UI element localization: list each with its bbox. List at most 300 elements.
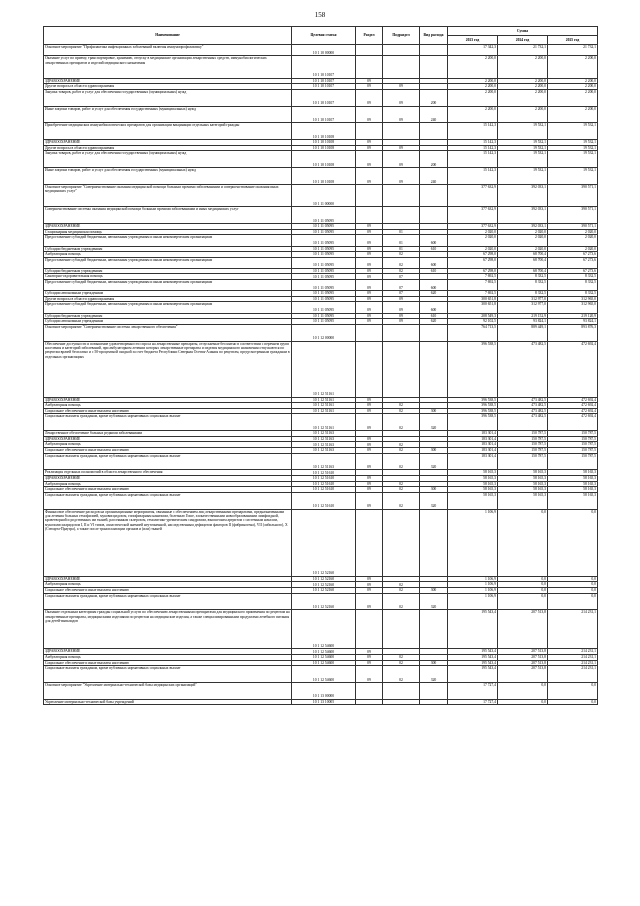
row-sum-2024: 207 513,8 <box>498 610 548 649</box>
row-expense-type <box>420 324 448 341</box>
row-section: 09 <box>356 257 383 268</box>
row-target-article: 10 1 10 10108 <box>292 123 356 140</box>
row-sum-2023: 396 538,5 <box>448 397 498 403</box>
row-sum-2023: 58 165,3 <box>448 487 498 493</box>
row-sum-2024: 2 020,0 <box>498 246 548 252</box>
row-subsection: 09 <box>383 313 420 319</box>
row-sum-2025: 2 020,0 <box>548 246 598 252</box>
row-target-article: 10 1 12 54600 <box>292 610 356 649</box>
table-row <box>44 106 598 123</box>
row-section <box>356 610 383 649</box>
budget-table <box>43 26 598 705</box>
row-subsection <box>383 699 420 705</box>
row-subsection <box>383 341 420 397</box>
table-row <box>44 184 598 206</box>
row-subsection <box>383 45 420 56</box>
row-sum-2023: 15 142,3 <box>448 168 498 185</box>
table-row <box>44 123 598 140</box>
row-sum-2025: 214 231,1 <box>548 649 598 655</box>
row-expense-type: 600 <box>420 235 448 246</box>
row-sum-2025: 2 200,0 <box>548 89 598 106</box>
row-sum-2023: 195 543,4 <box>448 610 498 649</box>
row-section: 09 <box>356 291 383 297</box>
row-name: Социальное обеспечение и иные выплаты населению <box>44 408 292 414</box>
row-target-article: 10 1 10 10107 <box>292 106 356 123</box>
row-section: 09 <box>356 487 383 493</box>
table-row <box>44 235 598 246</box>
row-section <box>356 56 383 78</box>
row-name: Амбулаторная помощь <box>44 582 292 588</box>
row-sum-2025: 67 273,6 <box>548 252 598 258</box>
row-target-article: 10 1 12 51610 <box>292 475 356 481</box>
row-target-article: 10 1 12 51161 <box>292 414 356 431</box>
row-section: 09 <box>356 252 383 258</box>
row-subsection: 02 <box>383 481 420 487</box>
row-section <box>356 184 383 206</box>
row-name: ЗДРАВООХРАНЕНИЕ <box>44 649 292 655</box>
row-target-article: 10 1 11 05095 <box>292 229 356 235</box>
row-subsection: 09 <box>383 296 420 302</box>
row-sum-2025: 67 273,6 <box>548 257 598 268</box>
row-subsection: 01 <box>383 246 420 252</box>
row-name: Субсидии бюджетным учреждениям <box>44 268 292 274</box>
row-section: 09 <box>356 229 383 235</box>
row-sum-2024: 58 165,3 <box>498 492 548 509</box>
table-row <box>44 414 598 431</box>
row-expense-type: 600 <box>420 280 448 291</box>
row-section <box>356 45 383 56</box>
row-section <box>356 509 383 576</box>
row-subsection <box>383 56 420 78</box>
row-section: 09 <box>356 140 383 146</box>
header-target-article: Целевая статья <box>292 27 356 45</box>
row-target-article: 10 1 11 05095 <box>292 246 356 252</box>
row-sum-2025: 219 120,9 <box>548 313 598 319</box>
row-name: Другие вопросы в области здравоохранения <box>44 145 292 151</box>
row-expense-type: 300 <box>420 447 448 453</box>
row-section: 09 <box>356 492 383 509</box>
row-target-article: 10 1 12 54600 <box>292 660 356 666</box>
row-subsection: 02 <box>383 257 420 268</box>
row-sum-2024: 19 532,1 <box>498 123 548 140</box>
row-expense-type: 300 <box>420 587 448 593</box>
row-subsection: 07 <box>383 274 420 280</box>
row-sum-2023: 377 632,9 <box>448 184 498 206</box>
row-target-article: 10 1 12 51163 <box>292 453 356 470</box>
row-sum-2024: 150 787,5 <box>498 436 548 442</box>
row-sum-2023: 67 298,0 <box>448 252 498 258</box>
row-sum-2025: 390 571,1 <box>548 224 598 230</box>
row-sum-2025: 472 692,4 <box>548 414 598 431</box>
row-sum-2024: 207 513,8 <box>498 660 548 666</box>
row-target-article: 10 1 11 05095 <box>292 257 356 268</box>
row-target-article: 10 1 10 10108 <box>292 168 356 185</box>
row-section: 09 <box>356 403 383 409</box>
row-sum-2024: 58 165,3 <box>498 487 548 493</box>
row-sum-2024: 8 332,5 <box>498 280 548 291</box>
header-year-2024: 2024 год <box>498 36 548 45</box>
row-name: Закупка товаров, работ и услуг для обеспечения государственных (муниципальных) нужд <box>44 89 292 106</box>
row-sum-2025: 8 332,5 <box>548 274 598 280</box>
row-sum-2024: 392 033,1 <box>498 207 548 224</box>
row-name: Предоставление субсидий бюджетным, автономным учреждениям и иным некоммерческим организациям <box>44 257 292 268</box>
row-subsection: 09 <box>383 302 420 313</box>
row-subsection <box>383 324 420 341</box>
row-target-article: 10 1 12 51163 <box>292 431 356 437</box>
row-sum-2023: 183 301,4 <box>448 436 498 442</box>
row-sum-2024: 19 532,1 <box>498 145 548 151</box>
row-sum-2025: 150 787,5 <box>548 442 598 448</box>
row-sum-2024: 889 449,1 <box>498 324 548 341</box>
row-expense-type: 620 <box>420 291 448 297</box>
row-sum-2023: 396 538,5 <box>448 414 498 431</box>
row-sum-2023: 195 543,4 <box>448 660 498 666</box>
row-sum-2023: 1 106,9 <box>448 587 498 593</box>
row-sum-2023: 1 106,9 <box>448 576 498 582</box>
row-name: Обеспечение доступности и повышение удовлетворенности спроса на лекарственные препараты, отпускаемые бесплатно в соответствии с перечнем групп населения и категорий заболеваний, при амбулаторном лечении которых лекарственные препараты и изделия медицинского назначения отпускаются по рецептам врачей бесплатно и с 50-процентной скидкой за счет бюджета Республики Северная Осетия-Алания по рецептам, предусмотренным гражданам в отдельных организациях <box>44 341 292 397</box>
table-row <box>44 207 598 224</box>
row-sum-2024: 2 020,0 <box>498 229 548 235</box>
row-section: 09 <box>356 78 383 84</box>
row-sum-2023: 17 727,4 <box>448 683 498 700</box>
row-subsection: 02 <box>383 408 420 414</box>
row-sum-2023: 396 538,5 <box>448 403 498 409</box>
row-target-article: 10 1 12 52160 <box>292 576 356 582</box>
header-section: Раздел <box>356 27 383 45</box>
row-sum-2025: 58 165,3 <box>548 481 598 487</box>
row-section: 09 <box>356 475 383 481</box>
row-expense-type: 320 <box>420 492 448 509</box>
row-target-article: 10 1 12 51163 <box>292 447 356 453</box>
row-sum-2024: 392 033,1 <box>498 224 548 230</box>
row-name: Амбулаторная помощь <box>44 442 292 448</box>
row-sum-2024: 0,0 <box>498 683 548 700</box>
row-sum-2023: 183 301,4 <box>448 453 498 470</box>
row-subsection: 09 <box>383 145 420 151</box>
row-target-article: 10 1 13 10005 <box>292 699 356 705</box>
table-row <box>44 699 598 705</box>
row-sum-2025: 0,0 <box>548 587 598 593</box>
row-name: Основное мероприятие "Совершенствование оказания медицинской помощи больным прочими заболеваниями и совершенствование оказания иных медицинских услуг" <box>44 184 292 206</box>
row-expense-type <box>420 509 448 576</box>
row-section <box>356 324 383 341</box>
row-sum-2024: 0,0 <box>498 576 548 582</box>
row-expense-type <box>420 56 448 78</box>
row-expense-type: 320 <box>420 453 448 470</box>
row-name: Основное мероприятие "Профилактика инфекционных заболеваний включая иммунопрофилактику" <box>44 45 292 56</box>
row-target-article: 10 1 12 51163 <box>292 442 356 448</box>
row-sum-2024: 68 700,4 <box>498 257 548 268</box>
row-expense-type: 320 <box>420 414 448 431</box>
row-section: 09 <box>356 296 383 302</box>
row-name: Амбулаторная помощь <box>44 481 292 487</box>
row-sum-2023: 17 342,3 <box>448 45 498 56</box>
row-name: Предоставление субсидий бюджетным, автономным учреждениям и иным некоммерческим организациям <box>44 302 292 313</box>
row-sum-2024: 150 787,5 <box>498 431 548 437</box>
row-sum-2024: 473 482,5 <box>498 397 548 403</box>
row-expense-type: 240 <box>420 168 448 185</box>
table-row <box>44 56 598 78</box>
row-sum-2025: 472 692,4 <box>548 341 598 397</box>
row-sum-2023: 2 200,0 <box>448 89 498 106</box>
row-name: Амбулаторная помощь <box>44 252 292 258</box>
row-sum-2023: 2 020,0 <box>448 246 498 252</box>
row-name: Социальное обеспечение и иные выплаты населению <box>44 487 292 493</box>
table-row <box>44 509 598 576</box>
row-sum-2025: 150 787,5 <box>548 436 598 442</box>
row-section: 09 <box>356 582 383 588</box>
row-section: 09 <box>356 649 383 655</box>
table-body <box>44 45 598 705</box>
row-target-article: 10 1 12 51161 <box>292 403 356 409</box>
row-subsection: 09 <box>383 319 420 325</box>
row-subsection <box>383 509 420 576</box>
row-subsection: 02 <box>383 453 420 470</box>
row-sum-2023: 183 301,4 <box>448 447 498 453</box>
row-expense-type <box>420 123 448 140</box>
row-name: Субсидии автономным учреждениям <box>44 291 292 297</box>
row-subsection: 02 <box>383 403 420 409</box>
row-sum-2023: 1 106,9 <box>448 593 498 610</box>
row-target-article: 10 1 12 51161 <box>292 397 356 403</box>
row-sum-2025: 312 965,0 <box>548 296 598 302</box>
row-subsection: 02 <box>383 587 420 593</box>
table-row <box>44 45 598 56</box>
row-sum-2023: 183 301,4 <box>448 431 498 437</box>
row-target-article: 10 1 10 10107 <box>292 89 356 106</box>
row-subsection: 09 <box>383 151 420 168</box>
row-section: 09 <box>356 235 383 246</box>
row-sum-2024: 150 787,5 <box>498 447 548 453</box>
row-section: 09 <box>356 593 383 610</box>
row-section: 09 <box>356 145 383 151</box>
row-target-article: 10 1 11 05095 <box>292 302 356 313</box>
page-number: 158 <box>314 11 326 19</box>
row-name: Социальное обеспечение и иные выплаты населению <box>44 587 292 593</box>
row-sum-2023: 2 200,0 <box>448 78 498 84</box>
row-name: Основное мероприятие "Совершенствование системы лекарственного обеспечения" <box>44 324 292 341</box>
row-sum-2023: 208 549,3 <box>448 313 498 319</box>
header-expense-type: Вид расхода <box>420 27 448 45</box>
table-row <box>44 453 598 470</box>
row-sum-2025: 58 165,3 <box>548 492 598 509</box>
row-target-article: 10 1 12 52160 <box>292 509 356 576</box>
row-target-article: 10 1 10 10107 <box>292 78 356 84</box>
row-name: Санаторно-оздоровительная помощь <box>44 274 292 280</box>
row-target-article: 10 1 11 05095 <box>292 291 356 297</box>
row-sum-2023: 15 142,3 <box>448 145 498 151</box>
row-target-article: 10 1 10 10107 <box>292 56 356 78</box>
row-section: 09 <box>356 224 383 230</box>
row-sum-2023: 396 538,5 <box>448 408 498 414</box>
header-sum: Сумма <box>448 27 598 36</box>
row-target-article: 10 1 11 05095 <box>292 313 356 319</box>
row-target-article: 10 1 10 00000 <box>292 45 356 56</box>
row-sum-2025: 214 231,1 <box>548 655 598 661</box>
row-sum-2023: 67 298,0 <box>448 257 498 268</box>
row-sum-2024: 68 700,4 <box>498 268 548 274</box>
row-name: ЗДРАВООХРАНЕНИЕ <box>44 436 292 442</box>
row-name: Лекарственное обеспечение больных редкими заболеваниями <box>44 431 292 437</box>
row-sum-2024: 473 482,5 <box>498 414 548 431</box>
row-name: Предоставление субсидий бюджетным, автономным учреждениям и иным некоммерческим организациям <box>44 235 292 246</box>
row-target-article: 10 1 12 54600 <box>292 666 356 683</box>
row-name: Оказание услуг по приему, транспортировке, хранению, отпуску в медицинские организации лекарственных средств, иммунобиологических лекарственных препаратов и изделий медицинского назначения <box>44 56 292 78</box>
row-sum-2024: 0,0 <box>498 582 548 588</box>
row-section <box>356 207 383 224</box>
row-expense-type <box>420 45 448 56</box>
table-row <box>44 593 598 610</box>
row-sum-2025: 21 732,1 <box>548 45 598 56</box>
row-expense-type: 610 <box>420 268 448 274</box>
row-name: Совершенствование системы оказания медицинской помощи больным прочими заболеваниями и иных медицинских услуг <box>44 207 292 224</box>
row-section: 09 <box>356 447 383 453</box>
row-expense-type <box>420 184 448 206</box>
row-sum-2023: 17 727,4 <box>448 699 498 705</box>
row-name: Предоставление субсидий бюджетным, автономным учреждениям и иным некоммерческим организациям <box>44 280 292 291</box>
row-sum-2023: 1 106,9 <box>448 509 498 576</box>
row-subsection: 02 <box>383 442 420 448</box>
row-expense-type <box>420 699 448 705</box>
row-target-article: 10 1 11 05095 <box>292 235 356 246</box>
row-expense-type <box>420 207 448 224</box>
row-name: Социальное обеспечение и иные выплаты населению <box>44 447 292 453</box>
row-sum-2023: 2 020,0 <box>448 235 498 246</box>
header-year-2025: 2025 год <box>548 36 598 45</box>
row-section: 09 <box>356 397 383 403</box>
table-row <box>44 280 598 291</box>
row-target-article: 10 1 12 51163 <box>292 436 356 442</box>
row-target-article: 10 1 12 51161 <box>292 341 356 397</box>
row-expense-type: 320 <box>420 593 448 610</box>
row-section: 09 <box>356 587 383 593</box>
row-sum-2023: 92 102,5 <box>448 319 498 325</box>
row-section: 09 <box>356 246 383 252</box>
row-sum-2025: 2 020,0 <box>548 229 598 235</box>
row-sum-2024: 0,0 <box>498 587 548 593</box>
row-target-article: 10 1 11 05095 <box>292 296 356 302</box>
row-section: 09 <box>356 481 383 487</box>
row-sum-2024: 93 824,1 <box>498 319 548 325</box>
row-expense-type: 300 <box>420 660 448 666</box>
row-sum-2025: 19 532,1 <box>548 140 598 146</box>
row-sum-2024: 19 532,1 <box>498 151 548 168</box>
row-sum-2024: 207 513,8 <box>498 666 548 683</box>
row-section: 09 <box>356 302 383 313</box>
row-sum-2024: 21 732,1 <box>498 45 548 56</box>
row-sum-2025: 312 965,0 <box>548 302 598 313</box>
row-subsection: 09 <box>383 168 420 185</box>
table-row <box>44 257 598 268</box>
table-row <box>44 683 598 700</box>
header-year-2023: 2023 год <box>448 36 498 45</box>
row-sum-2024: 2 200,0 <box>498 56 548 78</box>
row-sum-2023: 2 200,0 <box>448 56 498 78</box>
row-subsection: 02 <box>383 414 420 431</box>
row-name: ЗДРАВООХРАНЕНИЕ <box>44 140 292 146</box>
table-row <box>44 302 598 313</box>
row-subsection: 02 <box>383 666 420 683</box>
row-target-article: 10 1 10 10108 <box>292 151 356 168</box>
row-name: Субсидии бюджетным учреждениям <box>44 246 292 252</box>
row-sum-2025: 19 532,1 <box>548 151 598 168</box>
row-sum-2024: 19 532,1 <box>498 168 548 185</box>
row-sum-2024: 8 332,5 <box>498 274 548 280</box>
row-sum-2023: 377 632,9 <box>448 224 498 230</box>
row-target-article: 10 1 11 05095 <box>292 268 356 274</box>
row-sum-2023: 58 165,3 <box>448 492 498 509</box>
row-sum-2024: 2 200,0 <box>498 78 548 84</box>
row-sum-2023: 2 200,0 <box>448 84 498 90</box>
row-section: 09 <box>356 453 383 470</box>
row-expense-type: 300 <box>420 487 448 493</box>
row-sum-2025: 0,0 <box>548 699 598 705</box>
row-section <box>356 683 383 700</box>
row-subsection: 07 <box>383 280 420 291</box>
row-sum-2023: 377 632,9 <box>448 207 498 224</box>
row-sum-2025: 8 332,5 <box>548 291 598 297</box>
row-section: 09 <box>356 268 383 274</box>
row-sum-2023: 58 165,3 <box>448 481 498 487</box>
row-section: 09 <box>356 436 383 442</box>
row-sum-2023: 195 543,4 <box>448 666 498 683</box>
row-sum-2024: 219 152,9 <box>498 313 548 319</box>
row-section: 09 <box>356 666 383 683</box>
table-row <box>44 168 598 185</box>
table-row <box>44 324 598 341</box>
row-name: Другие вопросы в области здравоохранения <box>44 84 292 90</box>
row-target-article: 10 1 12 52160 <box>292 593 356 610</box>
row-section <box>356 123 383 140</box>
row-sum-2023: 764 713,5 <box>448 324 498 341</box>
row-sum-2025: 93 824,1 <box>548 319 598 325</box>
row-sum-2024: 473 482,5 <box>498 403 548 409</box>
row-subsection: 02 <box>383 582 420 588</box>
row-sum-2025: 214 231,1 <box>548 666 598 683</box>
row-sum-2023: 396 538,5 <box>448 341 498 397</box>
row-expense-type <box>420 683 448 700</box>
row-sum-2024: 312 977,0 <box>498 302 548 313</box>
table-row <box>44 666 598 683</box>
header-name: Наименование <box>44 27 292 45</box>
row-target-article: 10 1 12 00000 <box>292 324 356 341</box>
row-name: Оказание отдельным категориям граждан социальной услуги по обеспечению лекарственными препаратами для медицинского применения по рецептам на лекарственные препараты, медицинскими изделиями по рецептам на медицинские изделия, а также специализированными продуктами лечебного питания для детей-инвалидов <box>44 610 292 649</box>
row-expense-type: 610 <box>420 246 448 252</box>
row-subsection: 02 <box>383 655 420 661</box>
row-sum-2025: 390 571,1 <box>548 207 598 224</box>
row-sum-2023: 7 692,5 <box>448 274 498 280</box>
row-sum-2023: 15 142,3 <box>448 151 498 168</box>
row-subsection: 02 <box>383 660 420 666</box>
row-expense-type: 200 <box>420 89 448 106</box>
row-section: 09 <box>356 84 383 90</box>
row-sum-2024: 2 200,0 <box>498 106 548 123</box>
row-sum-2025: 2 200,0 <box>548 84 598 90</box>
row-expense-type: 600 <box>420 257 448 268</box>
row-sum-2023: 1 106,9 <box>448 582 498 588</box>
row-sum-2025: 150 787,5 <box>548 431 598 437</box>
row-name: Иные закупки товаров, работ и услуг для обеспечения государственных (муниципальных) нужд <box>44 106 292 123</box>
row-section: 09 <box>356 313 383 319</box>
row-name: Социальные выплаты гражданам, кроме публичных нормативных социальных выплат <box>44 414 292 431</box>
row-name: Укрепление материально-технической базы учреждений <box>44 699 292 705</box>
row-section: 09 <box>356 408 383 414</box>
row-sum-2025: 19 532,1 <box>548 123 598 140</box>
row-expense-type: 300 <box>420 408 448 414</box>
row-name: Социальные выплаты гражданам, кроме публичных нормативных социальных выплат <box>44 593 292 610</box>
row-name: Социальные выплаты гражданам, кроме публичных нормативных социальных выплат <box>44 453 292 470</box>
row-sum-2025: 0,0 <box>548 509 598 576</box>
